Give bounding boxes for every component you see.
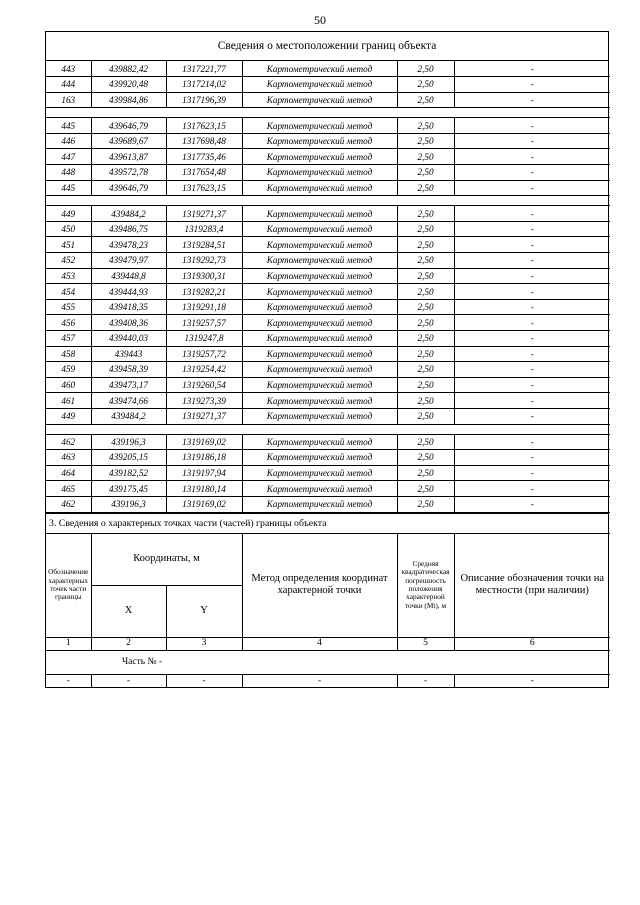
x-coordinate-cell: 439205,15	[91, 450, 166, 466]
method-cell: Картометрический метод	[242, 434, 397, 450]
point-number-cell: 444	[46, 77, 91, 93]
coordinates-table	[46, 61, 610, 513]
description-cell: -	[454, 408, 610, 424]
table-row	[46, 77, 610, 93]
error-cell: 2,50	[397, 408, 454, 424]
description-cell: -	[454, 77, 610, 93]
y-coordinate-cell: 1317196,39	[166, 92, 242, 108]
group-separator	[46, 108, 610, 118]
x-coordinate-cell: 439484,2	[91, 206, 166, 222]
x-coordinate-cell: 439613,87	[91, 149, 166, 165]
method-cell: Картометрический метод	[242, 450, 397, 466]
empty-cell: -	[397, 674, 454, 687]
x-coordinate-cell: 439486,75	[91, 221, 166, 237]
point-number-cell: 446	[46, 133, 91, 149]
method-cell: Картометрический метод	[242, 377, 397, 393]
description-cell: -	[454, 61, 610, 77]
x-coordinate-cell: 439474,66	[91, 393, 166, 409]
table-row	[46, 284, 610, 300]
error-cell: 2,50	[397, 299, 454, 315]
error-cell: 2,50	[397, 362, 454, 378]
error-cell: 2,50	[397, 481, 454, 497]
point-number-cell: 457	[46, 331, 91, 347]
x-coordinate-cell: 439458,39	[91, 362, 166, 378]
table-row	[46, 92, 610, 108]
page-number: 50	[314, 13, 326, 27]
header-x: X	[91, 585, 166, 637]
description-cell: -	[454, 165, 610, 181]
method-cell: Картометрический метод	[242, 180, 397, 196]
description-cell: -	[454, 237, 610, 253]
description-cell: -	[454, 346, 610, 362]
point-number-cell: 465	[46, 481, 91, 497]
method-cell: Картометрический метод	[242, 61, 397, 77]
description-cell: -	[454, 268, 610, 284]
y-coordinate-cell: 1319260,54	[166, 377, 242, 393]
x-coordinate-cell: 439646,79	[91, 118, 166, 134]
y-coordinate-cell: 1319282,21	[166, 284, 242, 300]
y-coordinate-cell: 1319180,14	[166, 481, 242, 497]
description-cell: -	[454, 377, 610, 393]
y-coordinate-cell: 1317654,48	[166, 165, 242, 181]
column-number: 6	[454, 637, 610, 650]
description-cell: -	[454, 331, 610, 347]
y-coordinate-cell: 1319247,8	[166, 331, 242, 347]
y-coordinate-cell: 1317214,02	[166, 77, 242, 93]
description-cell: -	[454, 221, 610, 237]
point-number-cell: 454	[46, 284, 91, 300]
point-number-cell: 462	[46, 496, 91, 512]
y-coordinate-cell: 1319291,18	[166, 299, 242, 315]
description-cell: -	[454, 465, 610, 481]
table-row	[46, 118, 610, 134]
table-row	[46, 61, 610, 77]
table-row	[46, 221, 610, 237]
y-coordinate-cell: 1319169,02	[166, 496, 242, 512]
method-cell: Картометрический метод	[242, 393, 397, 409]
x-coordinate-cell: 439572,78	[91, 165, 166, 181]
table-row	[46, 346, 610, 362]
method-cell: Картометрический метод	[242, 77, 397, 93]
point-number-cell: 445	[46, 180, 91, 196]
method-cell: Картометрический метод	[242, 299, 397, 315]
error-cell: 2,50	[397, 149, 454, 165]
error-cell: 2,50	[397, 165, 454, 181]
section-3-title: 3. Сведения о характерных точках части (частей) границы объекта	[46, 513, 608, 533]
description-cell: -	[454, 481, 610, 497]
point-number-cell: 450	[46, 221, 91, 237]
error-cell: 2,50	[397, 268, 454, 284]
point-number-cell: 452	[46, 253, 91, 269]
error-cell: 2,50	[397, 450, 454, 466]
error-cell: 2,50	[397, 92, 454, 108]
error-cell: 2,50	[397, 377, 454, 393]
y-coordinate-cell: 1319257,72	[166, 346, 242, 362]
empty-cell: -	[91, 674, 166, 687]
table-row	[46, 253, 610, 269]
table-row	[46, 133, 610, 149]
point-number-cell: 461	[46, 393, 91, 409]
table-row	[46, 165, 610, 181]
table-row	[46, 331, 610, 347]
method-cell: Картометрический метод	[242, 465, 397, 481]
y-coordinate-cell: 1319257,57	[166, 315, 242, 331]
error-cell: 2,50	[397, 346, 454, 362]
header-description: Описание обозначения точки на местности (при наличии)	[454, 533, 610, 637]
error-cell: 2,50	[397, 434, 454, 450]
y-coordinate-cell: 1317221,77	[166, 61, 242, 77]
x-coordinate-cell: 439175,45	[91, 481, 166, 497]
table-row	[46, 237, 610, 253]
method-cell: Картометрический метод	[242, 206, 397, 222]
description-cell: -	[454, 180, 610, 196]
description-cell: -	[454, 206, 610, 222]
description-cell: -	[454, 253, 610, 269]
header-mean-error: Средняя квадратическая погрешность положения характерной точки (Mt), м	[397, 533, 454, 637]
point-number-cell: 448	[46, 165, 91, 181]
point-number-cell: 443	[46, 61, 91, 77]
point-number-cell: 463	[46, 450, 91, 466]
empty-cell: -	[166, 674, 242, 687]
x-coordinate-cell: 439984,86	[91, 92, 166, 108]
method-cell: Картометрический метод	[242, 408, 397, 424]
method-cell: Картометрический метод	[242, 362, 397, 378]
part-points-table	[46, 533, 610, 688]
header-coordinates: Координаты, м	[91, 533, 242, 585]
separator-cell	[46, 108, 610, 118]
y-coordinate-cell: 1317623,15	[166, 180, 242, 196]
description-cell: -	[454, 118, 610, 134]
error-cell: 2,50	[397, 253, 454, 269]
part-label: Часть № -	[46, 650, 610, 674]
separator-cell	[46, 424, 610, 434]
table-row	[46, 393, 610, 409]
point-number-cell: 459	[46, 362, 91, 378]
error-cell: 2,50	[397, 284, 454, 300]
error-cell: 2,50	[397, 180, 454, 196]
point-number-cell: 453	[46, 268, 91, 284]
table-row	[46, 481, 610, 497]
table-row	[46, 465, 610, 481]
method-cell: Картометрический метод	[242, 221, 397, 237]
y-coordinate-cell: 1319271,37	[166, 206, 242, 222]
x-coordinate-cell: 439646,79	[91, 180, 166, 196]
description-cell: -	[454, 450, 610, 466]
point-number-cell: 451	[46, 237, 91, 253]
table-row	[46, 315, 610, 331]
y-coordinate-cell: 1317698,48	[166, 133, 242, 149]
y-coordinate-cell: 1319254,42	[166, 362, 242, 378]
table-row	[46, 268, 610, 284]
error-cell: 2,50	[397, 206, 454, 222]
error-cell: 2,50	[397, 221, 454, 237]
description-cell: -	[454, 434, 610, 450]
column-number: 3	[166, 637, 242, 650]
method-cell: Картометрический метод	[242, 92, 397, 108]
table-row	[46, 149, 610, 165]
boundary-document	[45, 31, 609, 688]
x-coordinate-cell: 439478,23	[91, 237, 166, 253]
x-coordinate-cell: 439408,36	[91, 315, 166, 331]
error-cell: 2,50	[397, 331, 454, 347]
error-cell: 2,50	[397, 77, 454, 93]
method-cell: Картометрический метод	[242, 346, 397, 362]
error-cell: 2,50	[397, 133, 454, 149]
y-coordinate-cell: 1319186,18	[166, 450, 242, 466]
group-separator	[46, 424, 610, 434]
error-cell: 2,50	[397, 118, 454, 134]
column-number: 1	[46, 637, 91, 650]
x-coordinate-cell: 439479,97	[91, 253, 166, 269]
column-number: 4	[242, 637, 397, 650]
point-number-cell: 464	[46, 465, 91, 481]
method-cell: Картометрический метод	[242, 118, 397, 134]
x-coordinate-cell: 439444,93	[91, 284, 166, 300]
y-coordinate-cell: 1319300,31	[166, 268, 242, 284]
x-coordinate-cell: 439448,8	[91, 268, 166, 284]
x-coordinate-cell: 439920,48	[91, 77, 166, 93]
description-cell: -	[454, 149, 610, 165]
y-coordinate-cell: 1319283,4	[166, 221, 242, 237]
point-number-cell: 163	[46, 92, 91, 108]
method-cell: Картометрический метод	[242, 481, 397, 497]
method-cell: Картометрический метод	[242, 315, 397, 331]
x-coordinate-cell: 439484,2	[91, 408, 166, 424]
method-cell: Картометрический метод	[242, 284, 397, 300]
table-row	[46, 377, 610, 393]
y-coordinate-cell: 1319271,37	[166, 408, 242, 424]
point-number-cell: 445	[46, 118, 91, 134]
x-coordinate-cell: 439196,3	[91, 434, 166, 450]
separator-cell	[46, 196, 610, 206]
method-cell: Картометрический метод	[242, 253, 397, 269]
error-cell: 2,50	[397, 496, 454, 512]
description-cell: -	[454, 284, 610, 300]
x-coordinate-cell: 439182,52	[91, 465, 166, 481]
point-number-cell: 455	[46, 299, 91, 315]
table-row	[46, 180, 610, 196]
table-title: Сведения о местоположении границ объекта	[46, 32, 608, 61]
error-cell: 2,50	[397, 237, 454, 253]
header-y: Y	[166, 585, 242, 637]
point-number-cell: 460	[46, 377, 91, 393]
method-cell: Картометрический метод	[242, 331, 397, 347]
x-coordinate-cell: 439689,67	[91, 133, 166, 149]
point-number-cell: 462	[46, 434, 91, 450]
y-coordinate-cell: 1319273,39	[166, 393, 242, 409]
x-coordinate-cell: 439473,17	[91, 377, 166, 393]
x-coordinate-cell: 439418,35	[91, 299, 166, 315]
header-method: Метод определения координат характерной точки	[242, 533, 397, 637]
empty-cell: -	[46, 674, 91, 687]
y-coordinate-cell: 1319169,02	[166, 434, 242, 450]
y-coordinate-cell: 1319292,73	[166, 253, 242, 269]
y-coordinate-cell: 1317735,46	[166, 149, 242, 165]
error-cell: 2,50	[397, 393, 454, 409]
y-coordinate-cell: 1319197,94	[166, 465, 242, 481]
table-row	[46, 434, 610, 450]
error-cell: 2,50	[397, 315, 454, 331]
x-coordinate-cell: 439882,42	[91, 61, 166, 77]
column-number: 2	[91, 637, 166, 650]
table-row	[46, 206, 610, 222]
description-cell: -	[454, 362, 610, 378]
group-separator	[46, 196, 610, 206]
table-row	[46, 450, 610, 466]
x-coordinate-cell: 439196,3	[91, 496, 166, 512]
empty-cell: -	[242, 674, 397, 687]
x-coordinate-cell: 439440,03	[91, 331, 166, 347]
table-row	[46, 299, 610, 315]
point-number-cell: 449	[46, 408, 91, 424]
point-number-cell: 458	[46, 346, 91, 362]
description-cell: -	[454, 299, 610, 315]
method-cell: Картометрический метод	[242, 133, 397, 149]
table-row	[46, 408, 610, 424]
table-row	[46, 496, 610, 512]
method-cell: Картометрический метод	[242, 268, 397, 284]
point-number-cell: 447	[46, 149, 91, 165]
column-number: 5	[397, 637, 454, 650]
description-cell: -	[454, 133, 610, 149]
description-cell: -	[454, 496, 610, 512]
y-coordinate-cell: 1319284,51	[166, 237, 242, 253]
error-cell: 2,50	[397, 61, 454, 77]
method-cell: Картометрический метод	[242, 496, 397, 512]
method-cell: Картометрический метод	[242, 165, 397, 181]
method-cell: Картометрический метод	[242, 237, 397, 253]
point-number-cell: 456	[46, 315, 91, 331]
description-cell: -	[454, 393, 610, 409]
description-cell: -	[454, 315, 610, 331]
header-point-designation: Обозначение характерных точек части границы	[46, 533, 91, 637]
point-number-cell: 449	[46, 206, 91, 222]
method-cell: Картометрический метод	[242, 149, 397, 165]
description-cell: -	[454, 92, 610, 108]
empty-cell: -	[454, 674, 610, 687]
x-coordinate-cell: 439443	[91, 346, 166, 362]
table-row	[46, 362, 610, 378]
error-cell: 2,50	[397, 465, 454, 481]
y-coordinate-cell: 1317623,15	[166, 118, 242, 134]
